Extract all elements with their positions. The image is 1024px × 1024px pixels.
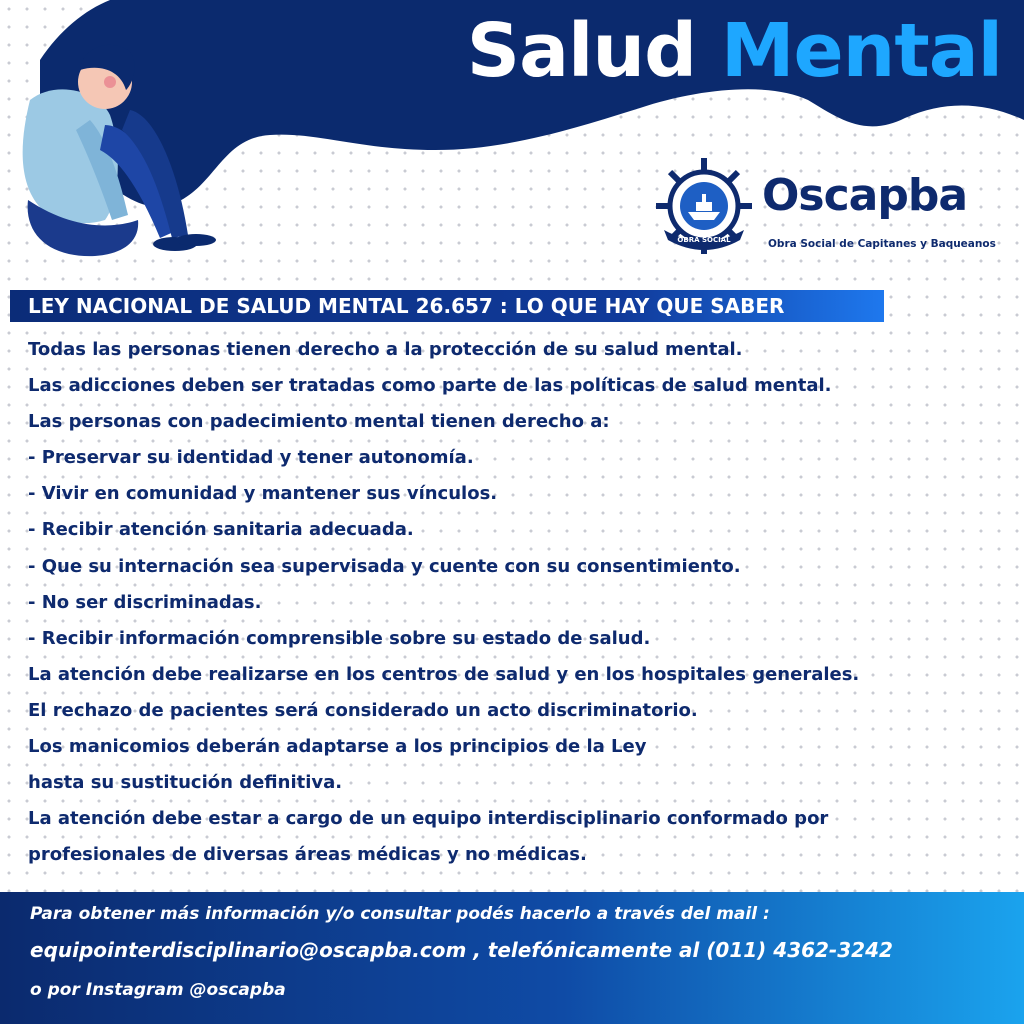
content-line: El rechazo de pacientes será considerado un acto discriminatorio. — [28, 699, 698, 721]
title-word-salud: Salud — [466, 8, 697, 94]
content-line: - Que su internación sea supervisada y cuente con su consentimiento. — [28, 555, 741, 577]
content-line: - Recibir información comprensible sobre su estado de salud. — [28, 627, 651, 649]
content-line: Los manicomios deberán adaptarse a los principios de la Ley — [28, 736, 647, 758]
logo-name: Oscapba — [762, 170, 968, 221]
footer-email-phone: equipointerdisciplinario@oscapba.com , telefónicamente al (011) 4362-3242 — [30, 938, 893, 962]
content-line: profesionales de diversas áreas médicas y no médicas. — [28, 844, 587, 866]
sad-woman-sitting-icon — [10, 30, 230, 280]
content-list — [28, 332, 1008, 873]
content-line: La atención debe realizarse en los centros de salud y en los hospitales generales. — [28, 663, 860, 685]
ship-wheel-emblem-icon — [654, 156, 754, 256]
title-word-mental: Mental — [720, 8, 1002, 94]
content-line: Todas las personas tienen derecho a la protección de su salud mental. — [28, 339, 743, 360]
content-line: - No ser discriminadas. — [28, 591, 262, 613]
content-line: - Preservar su identidad y tener autonomía. — [28, 447, 474, 469]
content-line: La atención debe estar a cargo de un equipo interdisciplinario conformado por — [28, 808, 829, 830]
oscapba-logo — [654, 156, 1014, 256]
page-title — [466, 8, 1002, 94]
contact-footer — [0, 892, 1024, 1024]
logo-tagline: Obra Social de Capitanes y Baqueanos — [768, 238, 996, 250]
footer-instagram: o por Instagram @oscapba — [30, 980, 286, 1000]
content-line: - Vivir en comunidad y mantener sus vínculos. — [28, 483, 498, 505]
svg-text:OBRA SOCIAL: OBRA SOCIAL — [677, 236, 731, 244]
content-line: - Recibir atención sanitaria adecuada. — [28, 519, 414, 541]
content-line: Las personas con padecimiento mental tienen derecho a: — [28, 411, 610, 433]
section-heading: LEY NACIONAL DE SALUD MENTAL 26.657 : LO QUE HAY QUE SABER — [28, 294, 785, 318]
content-line: Las adicciones deben ser tratadas como parte de las políticas de salud mental. — [28, 375, 832, 397]
footer-info-text: Para obtener más información y/o consultar podés hacerlo a través del mail : — [30, 904, 770, 924]
section-header-bar — [10, 290, 884, 322]
content-line: hasta su sustitución definitiva. — [28, 772, 343, 794]
